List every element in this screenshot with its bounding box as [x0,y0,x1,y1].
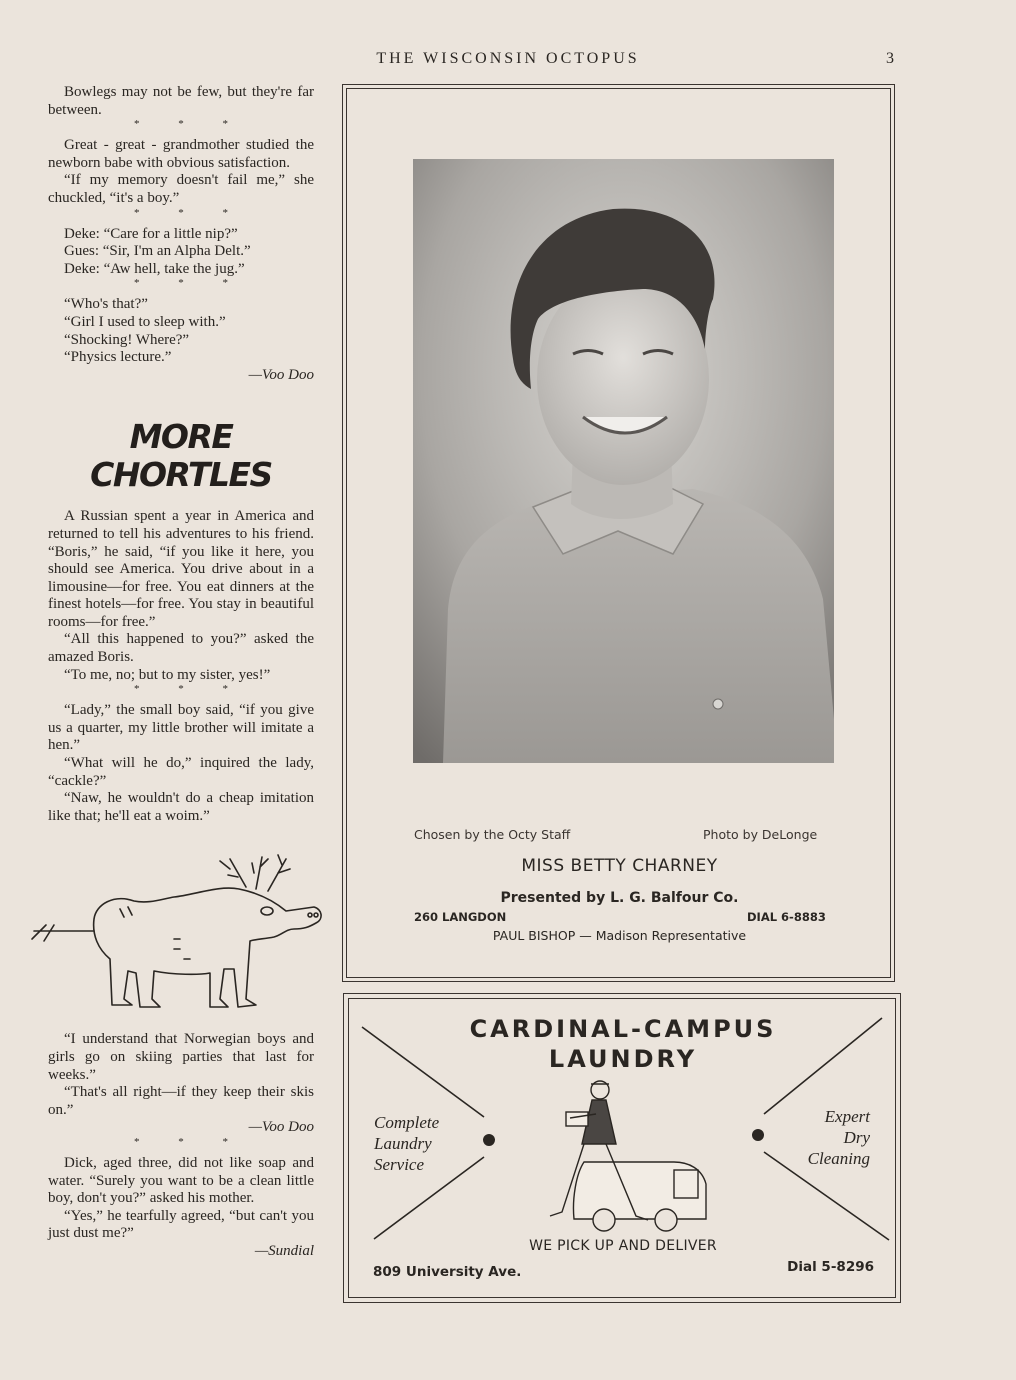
separator-stars: * * * [134,206,246,219]
chosen-by-caption: Chosen by the Octy Staff [414,827,571,842]
laundry-ad [343,993,901,1303]
joke-text: “If my memory doesn't fail me,” she chuckled, “it's a boy.” [48,172,314,206]
joke-source: —Sundial [254,1242,314,1259]
joke-text: A Russian spent a year in America and returned to tell his adventures to his friend. “Boris,” he said, “if you like it here, you should see America. You drive about in a limousine—for free. You eat dinners at the finest hotels—for free. You stay in beautiful rooms—for free.” [48,508,314,630]
delivery-man-icon [550,1081,706,1231]
ad-left-line: Laundry [374,1134,432,1153]
joke-text: “That's all right—if they keep their skis on.” [48,1084,314,1118]
jokes-column [48,84,314,1261]
ad-right-line: Dry [843,1128,870,1147]
joke-line: “Shocking! Where?” [64,331,190,348]
joke-source: —Voo Doo [248,1119,314,1136]
joke-text: “Yes,” he tearfully agreed, “but can't you just dust me?” [48,1207,314,1242]
ad-right-line: Expert [824,1107,870,1126]
joke-line: “Girl I used to sleep with.” [64,313,226,330]
joke-line: “Physics lecture.” [64,349,172,366]
ad-right-text [808,1106,870,1169]
ad-dial: Dial 5-8296 [787,1259,874,1275]
sponsor-dial: DIAL 6-8883 [747,910,826,924]
joke-line: “Who's that?” [64,296,148,313]
joke-source: —Voo Doo [248,366,314,383]
section-headline: CHORTLES [90,455,272,495]
joke-text: Dick, aged three, did not like soap and water. “Surely you want to be a clean little boy, don't you?” asked his mother. [48,1154,314,1207]
ad-left-line: Service [374,1155,425,1174]
ad-decoration [344,994,902,1304]
moose-drawing [24,849,324,1019]
section-headline: MORE [129,417,233,457]
portrait-photo [413,159,834,763]
sponsor-representative: PAUL BISHOP — Madison Representative [492,928,747,943]
separator-stars: * * * [134,118,246,131]
joke-text: Bowlegs may not be few, but they're far between. [48,84,314,118]
ad-left-line: Complete [374,1113,440,1132]
joke-text: “To me, no; but to my sister, yes!” [64,666,271,683]
photo-credit: Photo by DeLonge [703,827,818,842]
portrait-name: MISS BETTY CHARNEY [521,856,718,876]
sponsor-address: 260 LANGDON [414,910,507,924]
running-title: THE WISCONSIN OCTOPUS [376,50,640,67]
ad-left-text [374,1112,439,1175]
separator-stars: * * * [134,277,246,290]
joke-text: “What will he do,” inquired the lady, “cackle?” [48,755,314,789]
ad-address: 809 University Ave. [373,1264,522,1280]
presented-by: Presented by L. G. Balfour Co. [500,890,739,906]
ad-title: LAUNDRY [548,1045,698,1073]
portrait-box [342,84,895,982]
joke-text: “All this happened to you?” asked the amazed Boris. [48,631,314,666]
joke-text: “I understand that Norwegian boys and girls go on skiing parties that last for weeks.” [48,1031,314,1083]
ad-right-line: Cleaning [807,1149,870,1168]
joke-line: Deke: “Care for a little nip?” [64,225,238,242]
page-number: 3 [886,50,894,67]
ad-title: CARDINAL-CAMPUS [469,1015,777,1043]
separator-stars: * * * [134,683,246,696]
joke-text: “Naw, he wouldn't do a cheap imitation like that; he'll eat a woim.” [48,790,314,824]
joke-line: Deke: “Aw hell, take the jug.” [64,260,245,277]
joke-line: Gues: “Sir, I'm an Alpha Delt.” [64,243,251,260]
joke-text: Great - great - grandmother studied the newborn babe with obvious satisfaction. [48,137,314,171]
separator-stars: * * * [134,1135,246,1148]
joke-text: “Lady,” the small boy said, “if you give us a quarter, my little brother will imitate a hen.” [48,702,314,754]
ad-tagline: WE PICK UP AND DELIVER [529,1238,717,1254]
